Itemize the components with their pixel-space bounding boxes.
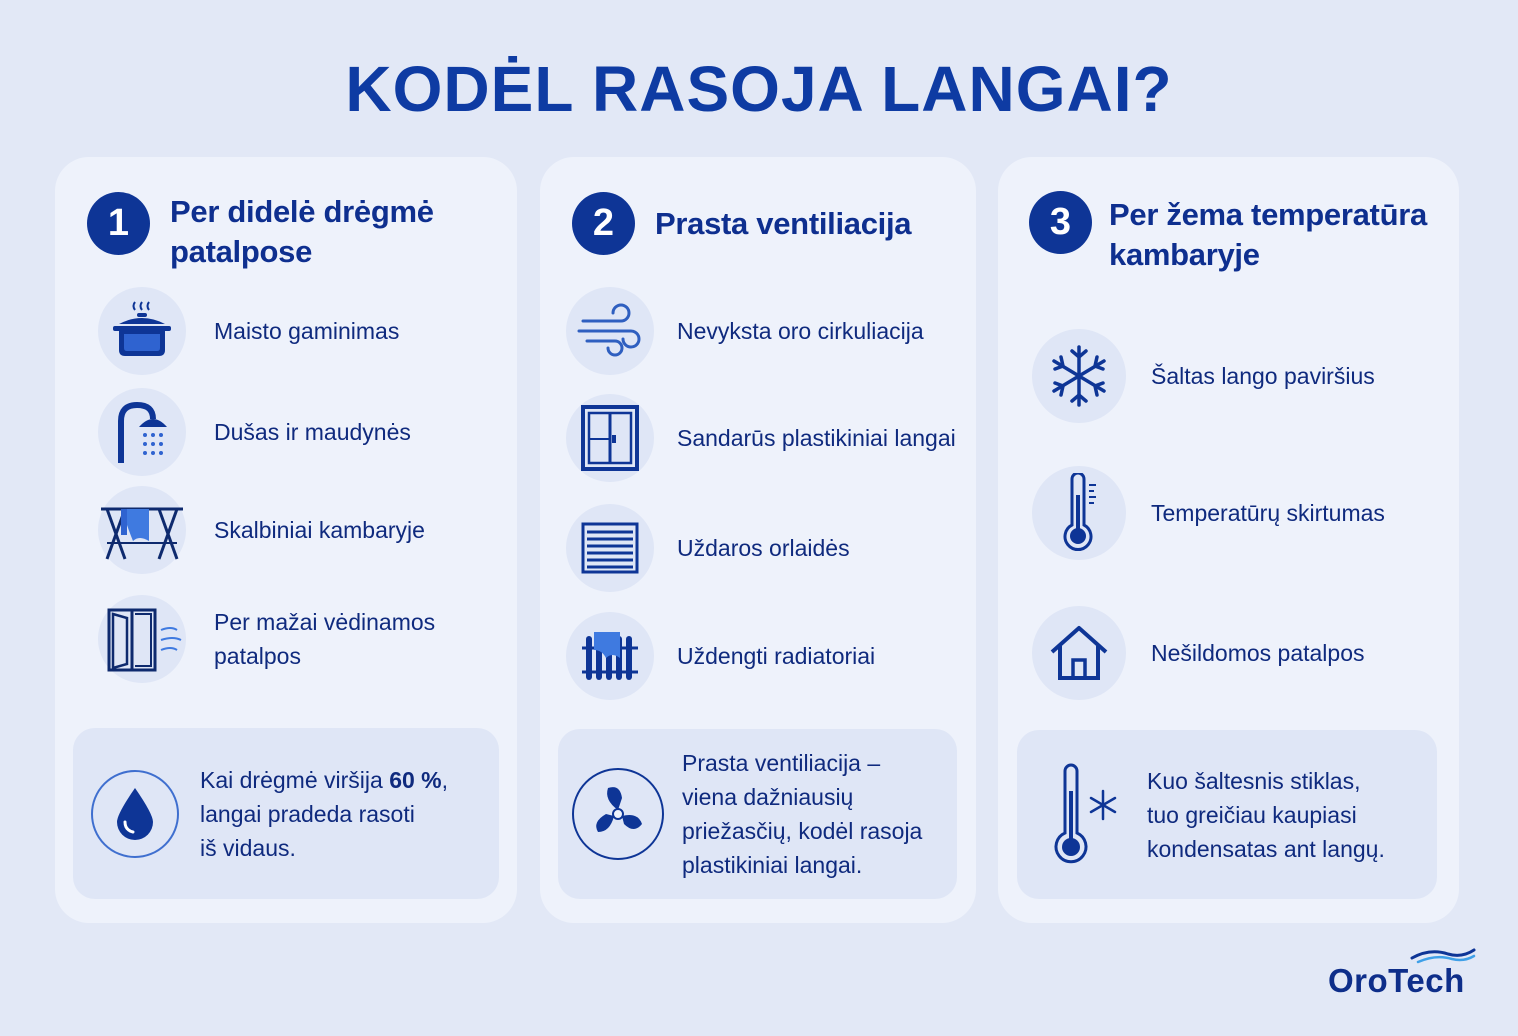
- brand-logo: OroTech: [1328, 962, 1465, 999]
- card-header: [572, 192, 911, 255]
- list-item: [98, 388, 411, 476]
- card-header: [1029, 195, 1427, 275]
- card-header: [87, 192, 434, 272]
- info-note: [558, 729, 957, 899]
- card-title: [170, 192, 434, 272]
- list-item: [566, 612, 875, 700]
- note-text: [1147, 764, 1385, 866]
- card-title-line: Per didelė drėgmė: [170, 194, 434, 229]
- wind-icon: [566, 287, 654, 375]
- thermometer-snowflake-icon: [1047, 763, 1127, 867]
- list-item: [1032, 329, 1375, 423]
- info-note: [1017, 730, 1437, 899]
- item-label-line: Per mažai vėdinamos: [214, 609, 436, 635]
- item-label: Šaltas lango paviršius: [1151, 363, 1375, 389]
- note-line: tuo greičiau kaupiasi: [1147, 801, 1357, 828]
- list-item: [566, 287, 924, 375]
- window-icon: [566, 394, 654, 482]
- radiator-icon: [566, 612, 654, 700]
- card-ventilation: [540, 157, 976, 923]
- card-temperature: [998, 157, 1459, 923]
- list-item: [566, 504, 850, 592]
- card-title: [1109, 195, 1427, 275]
- item-label: Maisto gaminimas: [214, 318, 400, 344]
- note-text-part: Kai drėgmė viršija: [200, 766, 390, 793]
- humidity-threshold: 60 %: [389, 766, 442, 793]
- snowflake-icon: [1032, 329, 1126, 423]
- list-item: [1032, 466, 1385, 560]
- item-label: Uždengti radiatoriai: [677, 643, 876, 669]
- note-text-part: ,: [441, 766, 449, 793]
- card-humidity: [55, 157, 517, 923]
- note-line: Prasta ventiliacija –: [682, 750, 881, 776]
- item-label: [214, 605, 435, 673]
- note-line: langai pradeda rasoti: [200, 800, 415, 827]
- note-line: priežasčių, kodėl rasoja: [682, 818, 923, 844]
- note-text: [682, 746, 922, 882]
- page-title: KODĖL RASOJA LANGAI?: [345, 53, 1173, 125]
- list-item: [1032, 606, 1365, 700]
- list-item: [98, 595, 435, 683]
- house-icon: [1032, 606, 1126, 700]
- card-title-line: Per žema temperatūra: [1109, 197, 1427, 232]
- step-number-badge: 3: [1029, 191, 1092, 254]
- list-item: [98, 287, 399, 375]
- item-label: Nešildomos patalpos: [1151, 640, 1365, 666]
- card-title-line: kambaryje: [1109, 237, 1260, 272]
- note-line: plastikiniai langai.: [682, 852, 863, 878]
- water-drop-icon: [91, 770, 179, 858]
- note-text: [200, 763, 448, 865]
- drying-rack-icon: [98, 486, 186, 574]
- note-line: Kuo šaltesnis stiklas,: [1147, 767, 1361, 794]
- item-label: Skalbiniai kambaryje: [214, 517, 425, 543]
- item-label: Dušas ir maudynės: [214, 419, 411, 445]
- step-number-badge: 1: [87, 192, 150, 255]
- info-note: [73, 728, 499, 899]
- item-label: Uždaros orlaidės: [677, 535, 850, 561]
- item-label-line: patalpos: [214, 643, 301, 669]
- note-line: iš vidaus.: [200, 834, 296, 861]
- card-title: Prasta ventiliacija: [655, 205, 912, 241]
- card-title-line: patalpose: [170, 234, 313, 269]
- list-item: [566, 394, 956, 482]
- list-item: [98, 486, 425, 574]
- shower-icon: [98, 388, 186, 476]
- item-label: Temperatūrų skirtumas: [1151, 500, 1385, 526]
- vent-grille-icon: [566, 504, 654, 592]
- note-line: [200, 763, 448, 797]
- note-line: viena dažniausių: [682, 784, 854, 810]
- note-line: kondensatas ant langų.: [1147, 835, 1385, 862]
- item-label: Sandarūs plastikiniai langai: [677, 425, 956, 451]
- item-label: Nevyksta oro cirkuliacija: [677, 318, 924, 344]
- window-airflow-icon: [98, 595, 186, 683]
- fan-icon: [572, 768, 664, 860]
- cooking-pot-icon: [98, 287, 186, 375]
- thermometer-icon: [1032, 466, 1126, 560]
- step-number-badge: 2: [572, 192, 635, 255]
